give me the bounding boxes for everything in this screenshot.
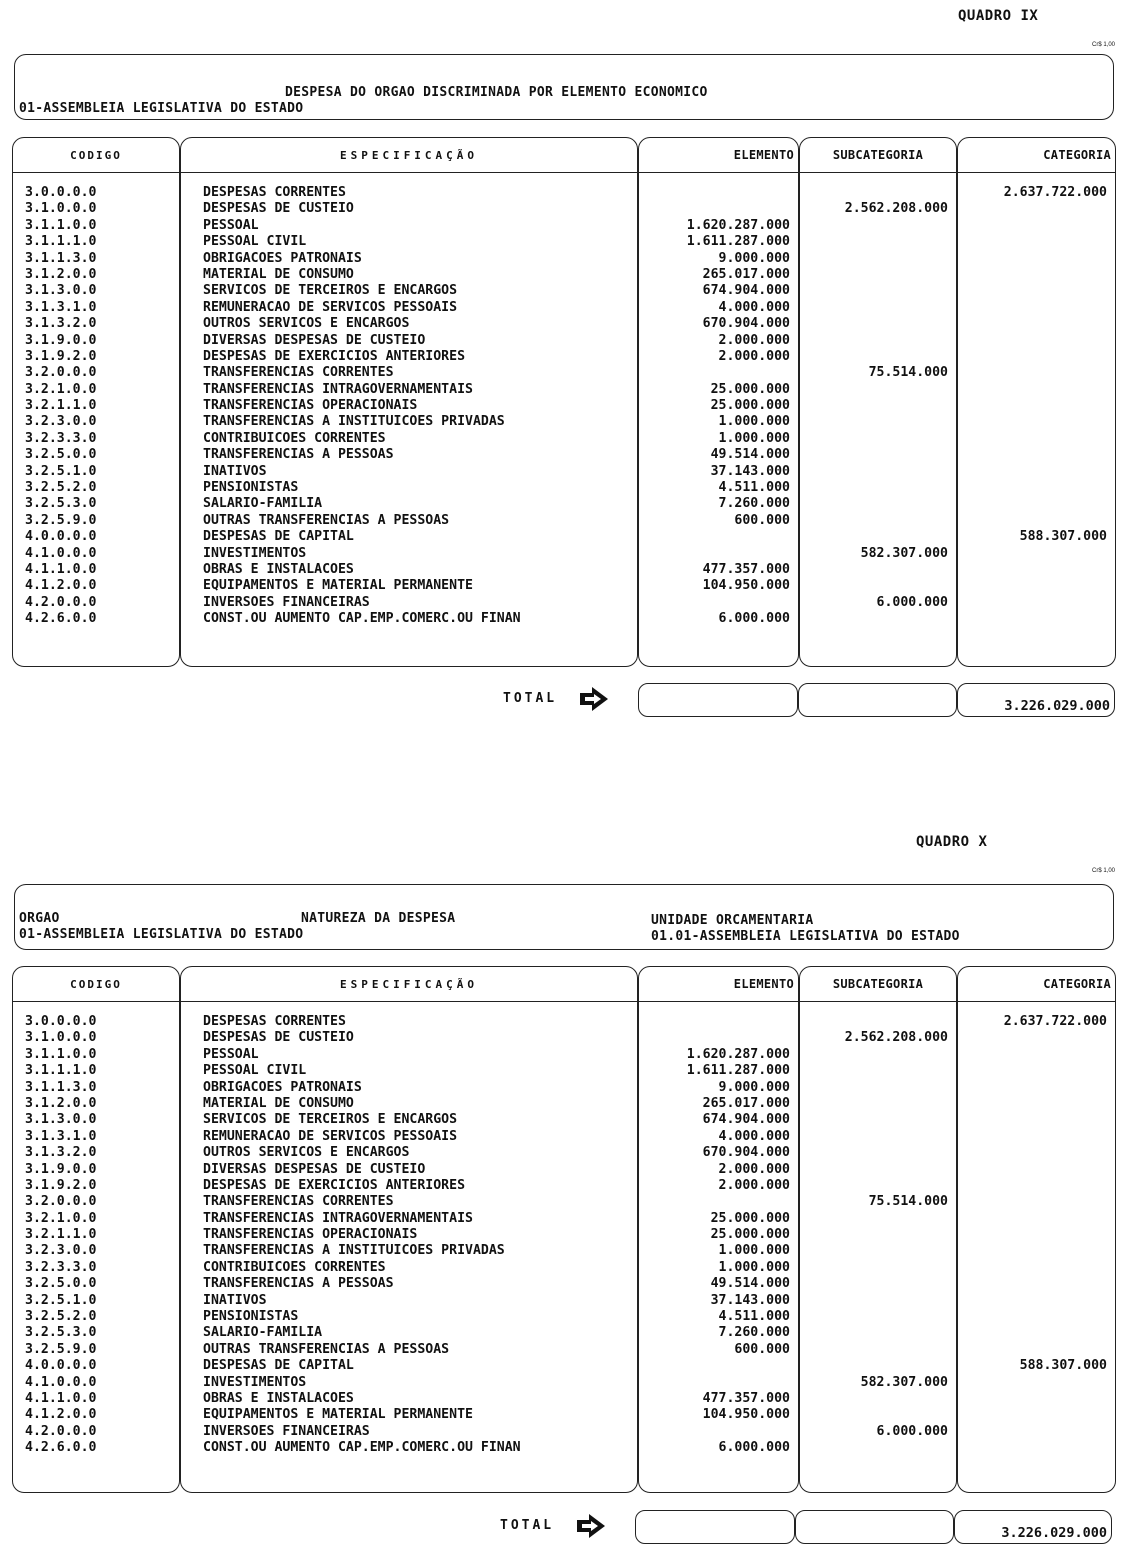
codigo-cell: 3.0.0.0.0 [25,1014,97,1029]
elemento-cell: 670.904.000 [702,1145,790,1161]
col-especificacao [180,966,638,1493]
categoria-cell: 588.307.000 [1019,1358,1107,1374]
subcategoria-cell [800,1096,956,1112]
elemento-cell [639,1014,798,1030]
codigo-cell: 4.1.0.0.0 [25,545,97,561]
elemento-cell: 1.000.000 [718,1243,790,1259]
col-header-subcategoria: SUBCATEGORIA [800,967,956,1002]
total-label: TOTAL [500,1518,555,1533]
especificacao-cell: TRANSFERENCIAS INTRAGOVERNAMENTAIS [203,1210,473,1226]
subcategoria-cell [800,1063,956,1079]
subcategoria-cell [800,1129,956,1145]
codigo-cell: 3.1.3.2.0 [25,316,97,332]
categoria-cell [958,1030,1115,1046]
col-elemento [638,966,799,1493]
especificacao-cell: CONTRIBUICOES CORRENTES [203,1259,386,1275]
especificacao-cell: SERVICOS DE TERCEIROS E ENCARGOS [203,1112,458,1128]
especificacao-cell: TRANSFERENCIAS A PESSOAS [203,447,394,463]
elemento-cell: 600.000 [734,512,790,528]
especificacao-cell: TRANSFERENCIAS OPERACIONAIS [203,1227,418,1243]
elemento-cell: 674.904.000 [702,283,790,299]
especificacao-cell: PENSIONISTAS [203,1309,299,1325]
codigo-cell: 4.2.6.0.0 [25,611,97,627]
subcategoria-cell [800,1325,956,1341]
subcategoria-cell [800,1014,956,1030]
codigo-cell: 3.1.9.0.0 [25,1161,97,1177]
col-header-codigo: CODIGO [13,138,179,173]
subcategoria-cell [800,1047,956,1063]
especificacao-cell: DESPESAS DE EXERCICIOS ANTERIORES [203,1177,466,1193]
quadro-label: QUADRO IX [958,8,1039,24]
codigo-cell: 3.1.1.0.0 [25,217,97,233]
elemento-cell: 1.611.287.000 [686,234,790,250]
categoria-cell [958,1194,1115,1210]
codigo-cell: 3.1.1.3.0 [25,250,97,266]
quadro-label: QUADRO X [916,834,988,850]
elemento-cell: 9.000.000 [718,250,790,266]
codigo-cell: 3.2.5.2.0 [25,480,97,496]
categoria-cell [958,1063,1115,1079]
codigo-cell: 3.1.1.3.0 [25,1079,97,1095]
especificacao-cell: OBRIGACOES PATRONAIS [203,250,362,266]
elemento-cell [639,1030,798,1046]
codigo-cell: 3.2.0.0.0 [25,1194,97,1210]
col-header-categoria: CATEGORIA [958,967,1115,1002]
elemento-cell: 49.514.000 [710,447,790,463]
col-header-elemento: ELEMENTO [639,138,798,173]
total-elemento-box [635,1510,795,1544]
elemento-cell: 477.357.000 [702,561,790,577]
categoria-cell [958,1227,1115,1243]
subcategoria-cell [800,1112,956,1128]
elemento-cell: 37.143.000 [710,1292,790,1308]
elemento-cell: 25.000.000 [710,1227,790,1243]
codigo-cell: 3.1.9.2.0 [25,1177,97,1193]
especificacao-cell: OBRAS E INSTALACOES [203,561,354,577]
codigo-cell: 3.2.3.3.0 [25,430,97,446]
especificacao-cell: CONTRIBUICOES CORRENTES [203,430,386,446]
total-subcategoria-box [795,1510,954,1544]
especificacao-cell: DESPESAS DE CUSTEIO [203,201,354,217]
codigo-cell: 3.2.5.3.0 [25,1325,97,1341]
subcategoria-cell: 2.562.208.000 [844,201,948,217]
codigo-cell: 3.2.5.0.0 [25,1276,97,1292]
codigo-cell: 4.0.0.0.0 [25,529,97,545]
elemento-cell: 1.620.287.000 [686,217,790,233]
categoria-cell [958,1375,1115,1391]
especificacao-cell: EQUIPAMENTOS E MATERIAL PERMANENTE [203,1407,473,1423]
elemento-list [639,1014,798,1457]
especificacao-cell: TRANSFERENCIAS OPERACIONAIS [203,398,418,414]
codigo-cell: 3.2.1.0.0 [25,1210,97,1226]
especificacao-cell: INATIVOS [203,1292,267,1308]
elemento-cell: 600.000 [734,1341,790,1357]
categoria-cell [958,1260,1115,1276]
elemento-cell: 265.017.000 [702,1095,790,1111]
orgao-name: 01-ASSEMBLEIA LEGISLATIVA DO ESTADO [19,927,304,942]
codigo-list [13,1014,179,1457]
especificacao-cell: PESSOAL CIVIL [203,1063,307,1079]
elemento-cell: 1.000.000 [718,430,790,446]
especificacao-cell: DESPESAS DE CUSTEIO [203,1030,354,1046]
subcategoria-cell [800,1440,956,1456]
elemento-cell: 674.904.000 [702,1112,790,1128]
codigo-cell: 3.2.3.0.0 [25,414,97,430]
codigo-cell: 3.1.0.0.0 [25,201,97,217]
subcategoria-cell [800,1145,956,1161]
elemento-cell: 25.000.000 [710,398,790,414]
currency-unit: Cr$ 1,00 [1092,42,1116,48]
categoria-cell: 2.637.722.000 [1003,1014,1107,1029]
subcategoria-cell [800,1391,956,1407]
subcategoria-cell: 6.000.000 [876,1423,948,1439]
codigo-cell: 3.1.3.2.0 [25,1145,97,1161]
codigo-cell: 3.2.0.0.0 [25,365,97,381]
elemento-cell: 1.620.287.000 [686,1046,790,1062]
codigo-cell: 3.1.0.0.0 [25,1030,97,1046]
elemento-cell: 25.000.000 [710,381,790,397]
categoria-cell [958,1293,1115,1309]
total-categoria-box [954,1510,1112,1544]
especificacao-cell: CONST.OU AUMENTO CAP.EMP.COMERC.OU FINAN [203,1440,521,1456]
especificacao-cell: INVERSOES FINANCEIRAS [203,594,370,610]
especificacao-cell: OUTROS SERVICOS E ENCARGOS [203,316,410,332]
codigo-cell: 3.2.1.1.0 [25,1227,97,1243]
especificacao-cell: SALARIO-FAMILIA [203,1325,323,1341]
especificacao-cell: INVESTIMENTOS [203,545,307,561]
categoria-cell [958,1276,1115,1292]
elemento-cell [639,1194,798,1210]
elemento-cell: 477.357.000 [702,1390,790,1406]
elemento-cell: 6.000.000 [718,611,790,627]
subcategoria-cell [800,1342,956,1358]
especificacao-cell: OUTRAS TRANSFERENCIAS A PESSOAS [203,512,450,528]
categoria-list [958,1014,1115,1457]
codigo-cell: 3.1.1.0.0 [25,1046,97,1062]
subcategoria-cell [800,1276,956,1292]
elemento-cell: 670.904.000 [702,316,790,332]
especificacao-cell: SALARIO-FAMILIA [203,496,323,512]
codigo-cell: 3.2.1.1.0 [25,398,97,414]
total-value: 3.226.029.000 [1004,698,1110,714]
unidade-label: UNIDADE ORCAMENTARIA [651,913,814,928]
especificacao-cell: TRANSFERENCIAS CORRENTES [203,365,394,381]
codigo-cell: 4.1.0.0.0 [25,1374,97,1390]
especificacao-cell: MATERIAL DE CONSUMO [203,266,354,282]
subcategoria-cell [800,1178,956,1194]
especificacao-cell: DESPESAS DE CAPITAL [203,529,354,545]
elemento-cell: 9.000.000 [718,1079,790,1095]
especificacao-cell: REMUNERACAO DE SERVICOS PESSOAIS [203,1128,458,1144]
codigo-cell: 3.2.3.3.0 [25,1259,97,1275]
header-box [14,884,1114,950]
elemento-cell: 49.514.000 [710,1276,790,1292]
subcategoria-cell [800,1162,956,1178]
codigo-cell: 3.1.3.0.0 [25,283,97,299]
especificacao-cell: PENSIONISTAS [203,480,299,496]
currency-unit: Cr$ 1,00 [1092,868,1116,874]
elemento-cell: 1.000.000 [718,414,790,430]
codigo-cell: 3.1.9.2.0 [25,348,97,364]
total-value: 3.226.029.000 [1001,1525,1107,1541]
arrow-right-icon [575,1513,607,1539]
categoria-cell [958,1047,1115,1063]
especificacao-cell: PESSOAL [203,1046,259,1062]
especificacao-cell: REMUNERACAO DE SERVICOS PESSOAIS [203,299,458,315]
categoria-cell [958,1145,1115,1161]
codigo-cell: 3.2.5.0.0 [25,447,97,463]
elemento-cell: 7.260.000 [718,1325,790,1341]
especificacao-cell: MATERIAL DE CONSUMO [203,1095,354,1111]
elemento-cell: 2.000.000 [718,332,790,348]
elemento-cell: 265.017.000 [702,266,790,282]
subcategoria-cell [800,1407,956,1423]
especificacao-list [181,1014,637,1457]
col-subcategoria [799,966,957,1493]
elemento-cell [639,1424,798,1440]
subcategoria-cell [800,1358,956,1374]
elemento-cell: 104.950.000 [702,1407,790,1423]
subcategoria-list [800,1014,956,1457]
subcategoria-cell [800,1211,956,1227]
subcategoria-cell [800,1080,956,1096]
codigo-cell: 3.2.5.1.0 [25,1292,97,1308]
elemento-cell: 4.511.000 [718,480,790,496]
col-header-codigo: CODIGO [13,967,179,1002]
categoria-cell [958,1325,1115,1341]
categoria-cell [958,1178,1115,1194]
subcategoria-cell: 6.000.000 [876,594,948,610]
categoria-cell [958,1407,1115,1423]
elemento-cell [639,1375,798,1391]
codigo-cell: 3.1.3.0.0 [25,1112,97,1128]
elemento-cell: 37.143.000 [710,463,790,479]
codigo-cell: 3.2.5.9.0 [25,1341,97,1357]
especificacao-cell: PESSOAL [203,217,259,233]
especificacao-cell: INATIVOS [203,463,267,479]
unidade-name: 01.01-ASSEMBLEIA LEGISLATIVA DO ESTADO [651,929,960,944]
subcategoria-cell [800,1260,956,1276]
categoria-cell [958,1162,1115,1178]
codigo-cell: 4.1.1.0.0 [25,561,97,577]
categoria-cell [958,1391,1115,1407]
expense-table [12,966,1116,1493]
subcategoria-cell [800,1243,956,1259]
elemento-cell: 6.000.000 [718,1440,790,1456]
especificacao-cell: EQUIPAMENTOS E MATERIAL PERMANENTE [203,578,473,594]
categoria-cell: 2.637.722.000 [1003,185,1107,200]
col-categoria [957,966,1116,1493]
col-header-elemento: ELEMENTO [639,967,798,1002]
report-title: DESPESA DO ORGAO DISCRIMINADA POR ELEMENTO ECONOMICO [285,85,708,100]
categoria-cell [958,1440,1115,1456]
codigo-cell: 3.1.1.1.0 [25,1063,97,1079]
codigo-cell: 3.2.1.0.0 [25,381,97,397]
subcategoria-cell: 75.514.000 [868,365,948,381]
elemento-cell: 25.000.000 [710,1210,790,1226]
especificacao-cell: DESPESAS DE CAPITAL [203,1358,354,1374]
codigo-cell: 3.2.5.9.0 [25,512,97,528]
codigo-cell: 3.2.3.0.0 [25,1243,97,1259]
subcategoria-cell [800,1227,956,1243]
natureza-label: NATUREZA DA DESPESA [301,911,456,926]
orgao-name: 01-ASSEMBLEIA LEGISLATIVA DO ESTADO [19,101,304,116]
categoria-cell [958,1309,1115,1325]
categoria-cell: 588.307.000 [1019,529,1107,545]
elemento-cell: 2.000.000 [718,1177,790,1193]
codigo-cell: 4.1.2.0.0 [25,578,97,594]
elemento-cell: 2.000.000 [718,1161,790,1177]
especificacao-cell: TRANSFERENCIAS A INSTITUICOES PRIVADAS [203,1243,505,1259]
col-header-subcategoria: SUBCATEGORIA [800,138,956,173]
especificacao-cell: SERVICOS DE TERCEIROS E ENCARGOS [203,283,458,299]
codigo-cell: 3.2.5.1.0 [25,463,97,479]
categoria-cell [958,1243,1115,1259]
codigo-cell: 4.0.0.0.0 [25,1358,97,1374]
categoria-cell [958,1211,1115,1227]
categoria-cell [958,1112,1115,1128]
codigo-cell: 4.2.6.0.0 [25,1440,97,1456]
especificacao-cell: DIVERSAS DESPESAS DE CUSTEIO [203,1161,426,1177]
categoria-cell [958,1342,1115,1358]
especificacao-cell: DESPESAS DE EXERCICIOS ANTERIORES [203,348,466,364]
col-header-especificacao: ESPECIFICAÇÃO [181,967,637,1002]
codigo-cell: 3.1.1.1.0 [25,234,97,250]
subcategoria-cell: 75.514.000 [868,1194,948,1210]
codigo-cell: 4.2.0.0.0 [25,1423,97,1439]
codigo-cell: 3.1.9.0.0 [25,332,97,348]
codigo-cell: 3.1.2.0.0 [25,266,97,282]
especificacao-cell: INVESTIMENTOS [203,1374,307,1390]
codigo-cell: 3.1.2.0.0 [25,1095,97,1111]
elemento-cell: 4.000.000 [718,1128,790,1144]
especificacao-cell: TRANSFERENCIAS CORRENTES [203,1194,394,1210]
orgao-label: ORGAO [19,911,60,926]
especificacao-cell: TRANSFERENCIAS A INSTITUICOES PRIVADAS [203,414,505,430]
especificacao-cell: OUTRAS TRANSFERENCIAS A PESSOAS [203,1341,450,1357]
col-codigo [12,966,180,1493]
codigo-cell: 3.0.0.0.0 [25,185,97,200]
elemento-cell: 1.611.287.000 [686,1063,790,1079]
categoria-cell [958,1424,1115,1440]
subcategoria-cell [800,1309,956,1325]
especificacao-cell: TRANSFERENCIAS A PESSOAS [203,1276,394,1292]
categoria-cell [958,1096,1115,1112]
especificacao-cell: OBRAS E INSTALACOES [203,1390,354,1406]
subcategoria-cell: 2.562.208.000 [844,1030,948,1046]
codigo-cell: 3.1.3.1.0 [25,1128,97,1144]
elemento-cell: 4.511.000 [718,1309,790,1325]
codigo-cell: 3.2.5.3.0 [25,496,97,512]
subcategoria-cell [800,1293,956,1309]
codigo-cell: 4.1.1.0.0 [25,1390,97,1406]
elemento-cell: 2.000.000 [718,348,790,364]
codigo-cell: 3.2.5.2.0 [25,1309,97,1325]
categoria-cell [958,1080,1115,1096]
elemento-cell: 1.000.000 [718,1259,790,1275]
especificacao-cell: OUTROS SERVICOS E ENCARGOS [203,1145,410,1161]
col-header-categoria: CATEGORIA [958,138,1115,173]
elemento-cell: 7.260.000 [718,496,790,512]
total-label: TOTAL [503,691,558,706]
especificacao-cell: DESPESAS CORRENTES [203,1014,346,1029]
especificacao-cell: PESSOAL CIVIL [203,234,307,250]
subcategoria-cell: 582.307.000 [860,1374,948,1390]
especificacao-cell: DIVERSAS DESPESAS DE CUSTEIO [203,332,426,348]
especificacao-cell: TRANSFERENCIAS INTRAGOVERNAMENTAIS [203,381,473,397]
subcategoria-cell: 582.307.000 [860,545,948,561]
codigo-cell: 4.1.2.0.0 [25,1407,97,1423]
elemento-cell: 104.950.000 [702,578,790,594]
elemento-cell: 4.000.000 [718,299,790,315]
col-header-especificacao: ESPECIFICAÇÃO [181,138,637,173]
elemento-cell [639,1358,798,1374]
especificacao-cell: INVERSOES FINANCEIRAS [203,1423,370,1439]
categoria-cell [958,1129,1115,1145]
codigo-cell: 4.2.0.0.0 [25,594,97,610]
especificacao-cell: OBRIGACOES PATRONAIS [203,1079,362,1095]
especificacao-cell: DESPESAS CORRENTES [203,185,346,200]
codigo-cell: 3.1.3.1.0 [25,299,97,315]
especificacao-cell: CONST.OU AUMENTO CAP.EMP.COMERC.OU FINAN [203,611,521,627]
